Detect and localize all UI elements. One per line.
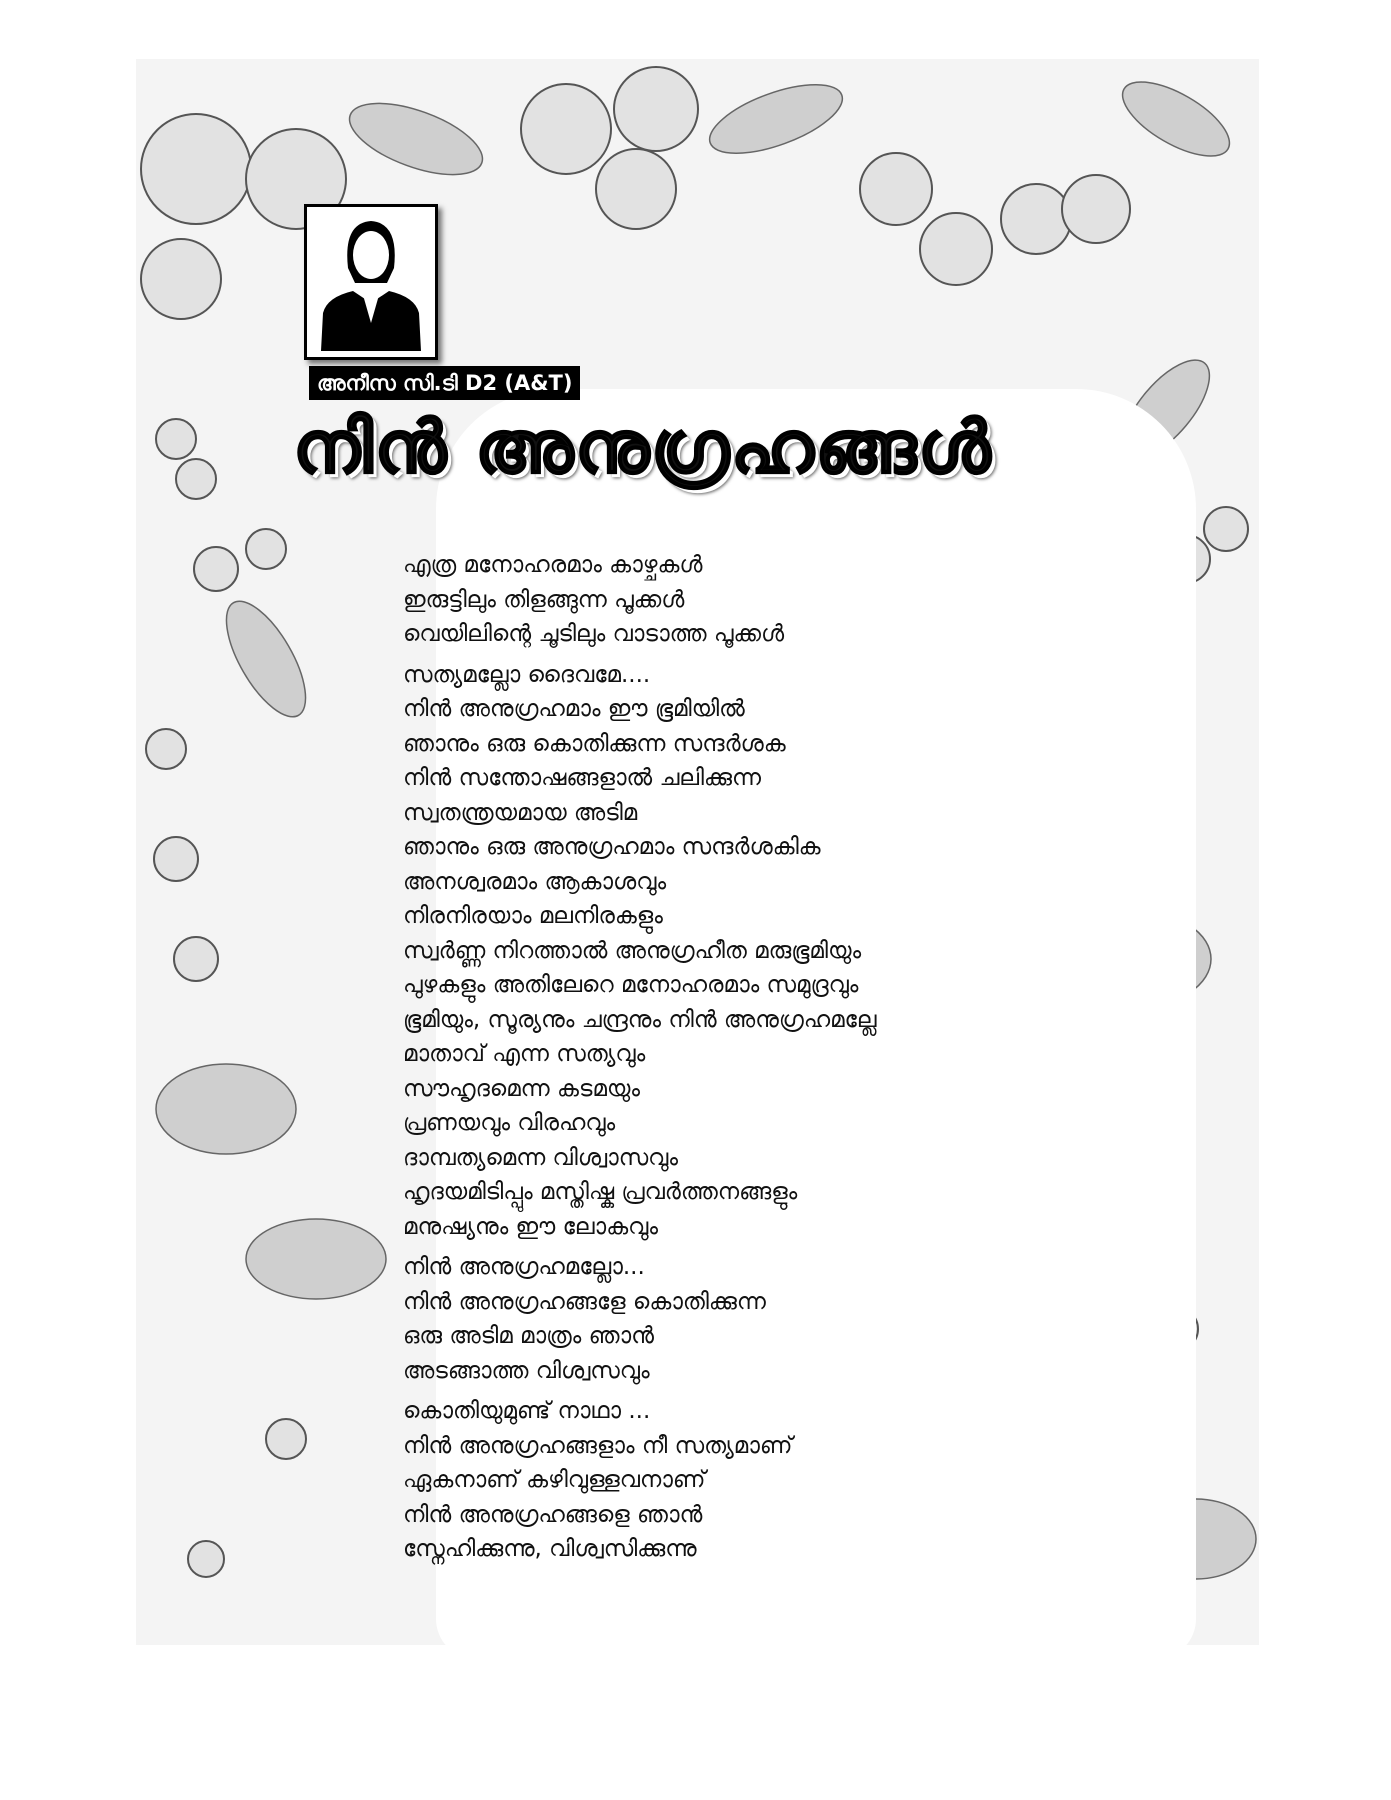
poem-line: ഞാനും ഒരു അനുഗ്രഹമാം സന്ദർശകിക xyxy=(403,834,821,860)
poem-line: നിൻ അനുഗ്രഹങ്ങളെ ഞാൻ xyxy=(403,1501,703,1528)
poem-stanza xyxy=(403,1394,877,1567)
poem-line: ഹൃദയമിടിപ്പും മസ്തിഷ്ക പ്രവർത്തനങ്ങളും xyxy=(403,1179,798,1205)
poem-stanza xyxy=(403,548,877,652)
poem-line: ഞാനും ഒരു കൊതിക്കുന്ന സന്ദർശക xyxy=(403,730,786,757)
poem-line: ഭൂമിയും, സൂര്യനും ചന്ദ്രനും നിൻ അനുഗ്രഹമല്ലേ xyxy=(403,1006,877,1033)
person-silhouette-icon xyxy=(313,213,429,351)
poem-title: നിൻ അനുഗ്രഹങ്ങൾ xyxy=(293,405,993,489)
poem-line: നിരനിരയാം മലനിരകളും xyxy=(403,903,663,929)
poem-line: സ്വർണ്ണ നിറത്താൽ അനുഗ്രഹീത മരുഭൂമിയും xyxy=(403,937,862,964)
poem-stanza xyxy=(403,1250,877,1388)
poem-line: അനശ്വരമാം ആകാശവും xyxy=(403,868,667,895)
poem-line: മാതാവ് എന്ന സത്യവും xyxy=(403,1041,646,1067)
poem-line: നിൻ അനുഗ്രഹങ്ങളേ കൊതിക്കുന്ന xyxy=(403,1288,766,1315)
poem-line: നിൻ അനുഗ്രഹമല്ലോ... xyxy=(403,1254,645,1280)
poem-line: കൊതിയുമുണ്ട് നാഥാ ... xyxy=(403,1398,651,1424)
poem-line: എത്ര മനോഹരമാം കാഴ്ചകൾ xyxy=(403,552,703,578)
poem-stanza xyxy=(403,658,877,1245)
poem-line: ഇരുട്ടിലും തിളങ്ങുന്ന പൂക്കൾ xyxy=(403,586,685,613)
poem-line: വെയിലിന്റെ ചൂടിലും വാടാത്ത പൂക്കൾ xyxy=(403,621,785,647)
poem-line: നിൻ അനുഗ്രഹങ്ങളാം നീ സത്യമാണ് xyxy=(403,1432,793,1459)
poem-line: സ്നേഹിക്കുന്നു, വിശ്വസിക്കുന്നു xyxy=(403,1536,697,1562)
poem-line: സ്വതന്ത്രയമായ അടിമ xyxy=(403,799,638,826)
poem-line: സൗഹൃദമെന്ന കടമയും xyxy=(403,1075,641,1102)
poem-line: പുഴകളും അതിലേറെ മനോഹരമാം സമുദ്രവും xyxy=(403,972,859,998)
poem-line: അടങ്ങാത്ത വിശ്വസവും xyxy=(403,1357,650,1384)
poem-line: ഏകനാണ് കഴിവുള്ളവനാണ് xyxy=(403,1467,706,1493)
poem-line: നിൻ സന്തോഷങ്ങളാൽ ചലിക്കുന്ന xyxy=(403,765,762,791)
poem-line: സത്യമല്ലോ ദൈവമേ.... xyxy=(403,661,651,688)
poem-line: പ്രണയവും വിരഹവും xyxy=(403,1110,616,1136)
poem-line: ഒരു അടിമ മാത്രം ഞാൻ xyxy=(403,1323,654,1349)
author-name-tag: അനീസ സി.ടി D2 (A&T) xyxy=(309,366,580,400)
poem-body xyxy=(403,548,877,1573)
author-photo xyxy=(304,204,438,360)
poem-line: ദാമ്പത്യമെന്ന വിശ്വാസവും xyxy=(403,1144,679,1171)
poem-line: മനുഷ്യനും ഈ ലോകവും xyxy=(403,1213,658,1240)
poem-line: നിൻ അനുഗ്രഹമാം ഈ ഭൂമിയിൽ xyxy=(403,696,745,722)
